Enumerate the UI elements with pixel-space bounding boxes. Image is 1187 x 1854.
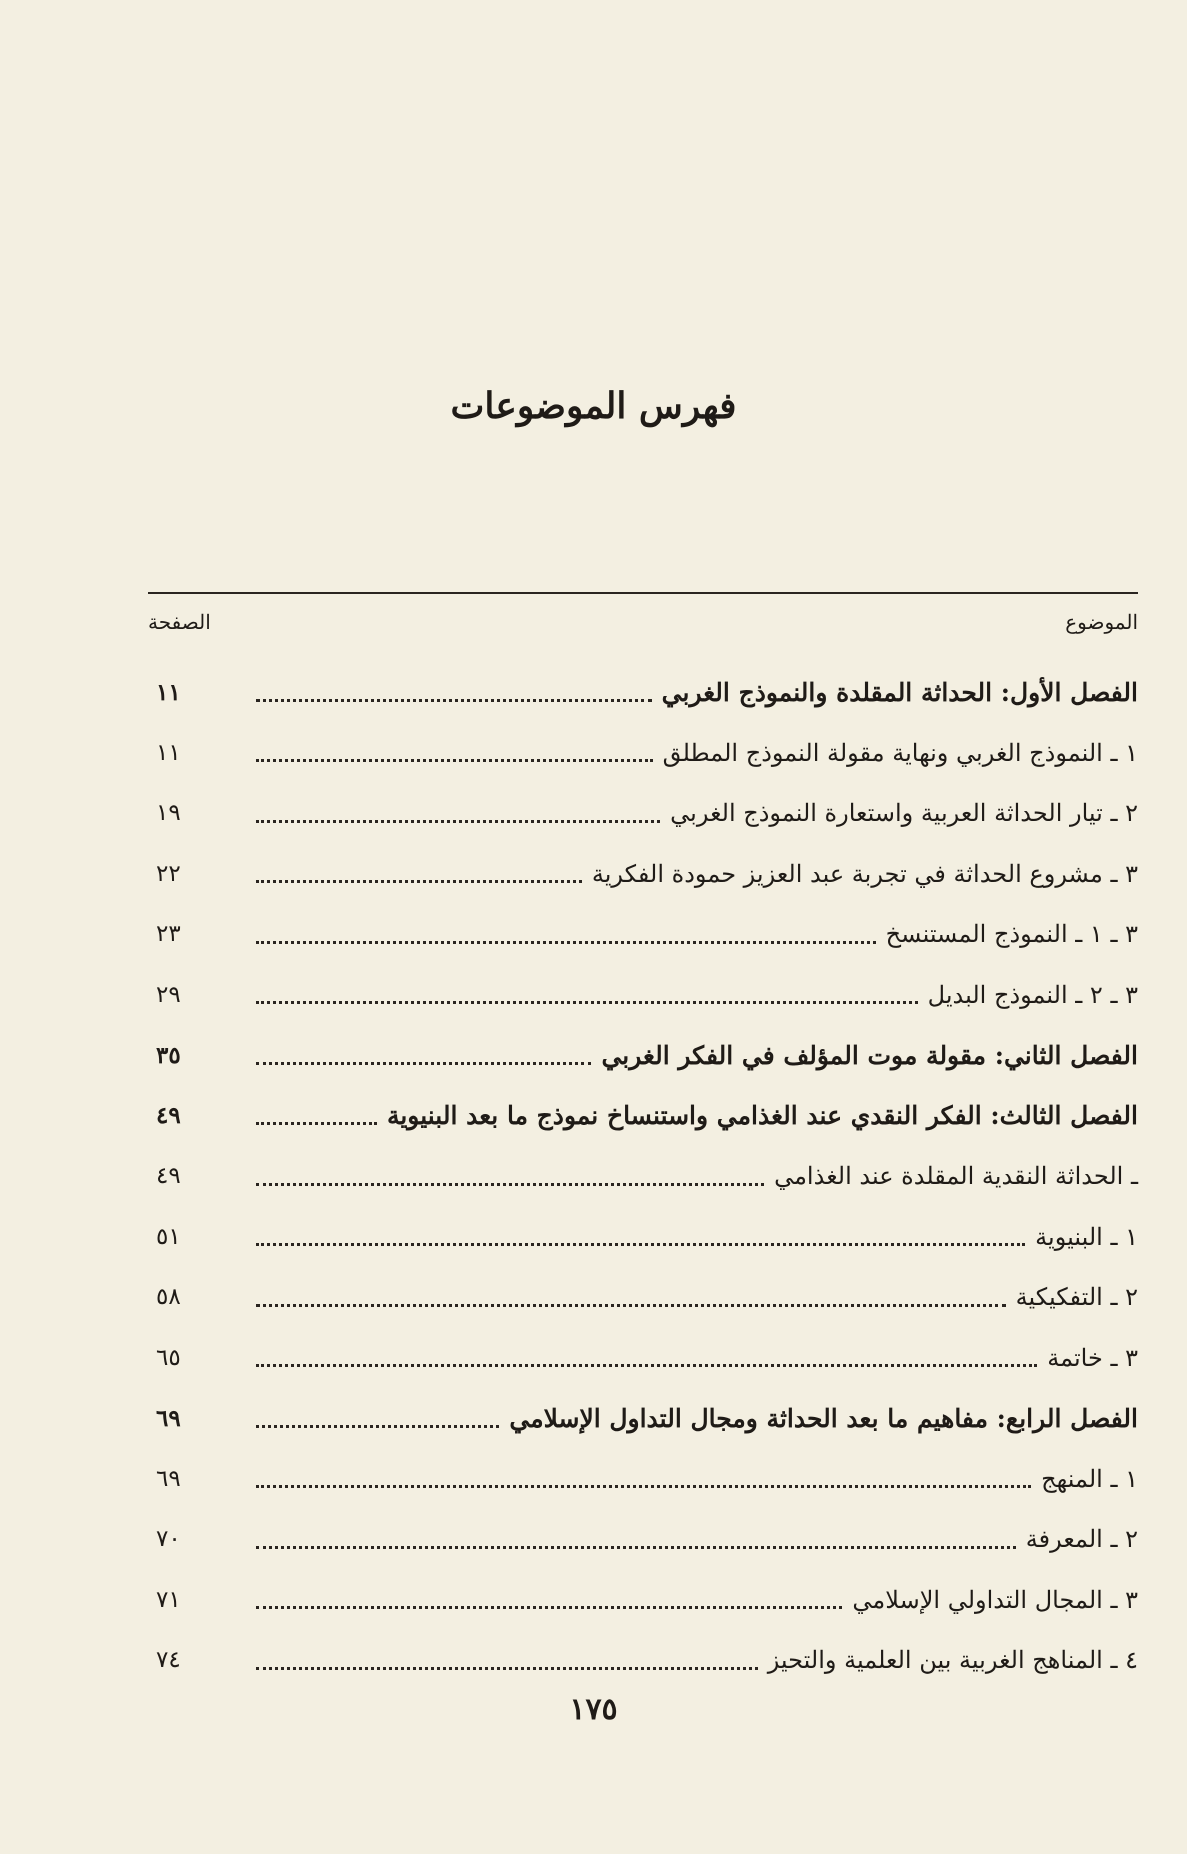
entry-title: ٢ ـ المعرفة (1025, 1525, 1138, 1554)
dot-leader (256, 1122, 377, 1125)
entry-page-number: ١٩ (156, 800, 181, 827)
entry-title: ٣ ـ ٢ ـ النموذج البديل (927, 980, 1138, 1009)
entry-page-number: ٣٥ (156, 1041, 181, 1069)
dot-leader (256, 1546, 1016, 1549)
toc-entry (148, 965, 1138, 1026)
toc-entry (148, 844, 1138, 905)
entry-title: الفصل الثالث: الفكر النقدي عند الغذامي واستنساخ نموذج ما بعد البنيوية (386, 1101, 1138, 1131)
dot-leader (256, 1425, 499, 1428)
entry-page-number: ١١ (156, 739, 181, 766)
dot-leader (256, 1667, 758, 1670)
dot-leader (256, 1001, 918, 1004)
toc-chapter-entry (148, 1388, 1138, 1449)
entry-title: الفصل الرابع: مفاهيم ما بعد الحداثة ومجال التداول الإسلامي (509, 1403, 1138, 1433)
page-column-label: الصفحة (148, 610, 211, 634)
dot-leader (256, 1606, 842, 1609)
entry-page-number: ٦٩ (156, 1465, 181, 1492)
table-of-contents (148, 592, 1138, 1691)
dot-leader (256, 880, 582, 883)
entry-page-number: ٧١ (156, 1586, 181, 1613)
entry-title: الفصل الثاني: مقولة موت المؤلف في الفكر الغربي (601, 1040, 1138, 1070)
dot-leader (256, 1364, 1037, 1367)
entry-page-number: ٧٠ (156, 1526, 181, 1553)
dot-leader (256, 941, 876, 944)
entry-page-number: ٢٣ (156, 921, 181, 948)
toc-header (148, 604, 1138, 640)
toc-entry (148, 1328, 1138, 1389)
entry-page-number: ١١ (156, 678, 181, 706)
toc-entry (148, 904, 1138, 965)
entry-title: ٣ ـ مشروع الحداثة في تجربة عبد العزيز حمودة الفكرية (591, 859, 1138, 888)
toc-entry (148, 1630, 1138, 1691)
dot-leader (256, 759, 653, 762)
entry-title: ٢ ـ تيار الحداثة العربية واستعارة النموذج الغربي (670, 799, 1138, 828)
entry-page-number: ٦٥ (156, 1344, 181, 1371)
dot-leader (256, 699, 652, 702)
toc-entry (148, 1509, 1138, 1570)
entry-title: ٢ ـ التفكيكية (1015, 1283, 1138, 1312)
dot-leader (256, 820, 660, 823)
entry-title: ٣ ـ خاتمة (1047, 1343, 1138, 1372)
entry-title: ١ ـ النموذج الغربي ونهاية مقولة النموذج المطلق (662, 738, 1138, 767)
toc-chapter-entry (148, 662, 1138, 723)
dot-leader (256, 1062, 591, 1065)
entry-page-number: ٢٢ (156, 860, 181, 887)
entry-title: ـ الحداثة النقدية المقلدة عند الغذامي (774, 1162, 1138, 1191)
toc-entry (148, 1267, 1138, 1328)
topic-column-label: الموضوع (1065, 610, 1138, 634)
toc-entry (148, 1449, 1138, 1510)
toc-entry (148, 1146, 1138, 1207)
page-number: ١٧٥ (569, 1692, 618, 1727)
toc-entries (148, 662, 1138, 1691)
entry-title: ١ ـ البنيوية (1035, 1222, 1138, 1251)
toc-entry (148, 723, 1138, 784)
entry-page-number: ٢٩ (156, 981, 181, 1008)
toc-chapter-entry (148, 1025, 1138, 1086)
page-title: فهرس الموضوعات (450, 385, 737, 427)
toc-chapter-entry (148, 1086, 1138, 1147)
entry-page-number: ٧٤ (156, 1647, 181, 1674)
entry-page-number: ٥١ (156, 1223, 181, 1250)
entry-title: ٤ ـ المناهج الغربية بين العلمية والتحيز (767, 1646, 1138, 1675)
entry-title: ١ ـ المنهج (1041, 1464, 1138, 1493)
entry-title: الفصل الأول: الحداثة المقلدة والنموذج الغربي (661, 677, 1138, 707)
entry-page-number: ٥٨ (156, 1284, 181, 1311)
entry-title: ٣ ـ المجال التداولي الإسلامي (852, 1585, 1138, 1614)
dot-leader (256, 1485, 1031, 1488)
toc-entry (148, 1570, 1138, 1631)
entry-page-number: ٤٩ (156, 1163, 181, 1190)
toc-entry (148, 1207, 1138, 1268)
dot-leader (256, 1183, 764, 1186)
dot-leader (256, 1304, 1006, 1307)
header-rule (148, 592, 1138, 594)
entry-page-number: ٤٩ (156, 1102, 181, 1130)
entry-title: ٣ ـ ١ ـ النموذج المستنسخ (885, 920, 1138, 949)
toc-entry (148, 783, 1138, 844)
dot-leader (256, 1243, 1025, 1246)
entry-page-number: ٦٩ (156, 1404, 181, 1432)
